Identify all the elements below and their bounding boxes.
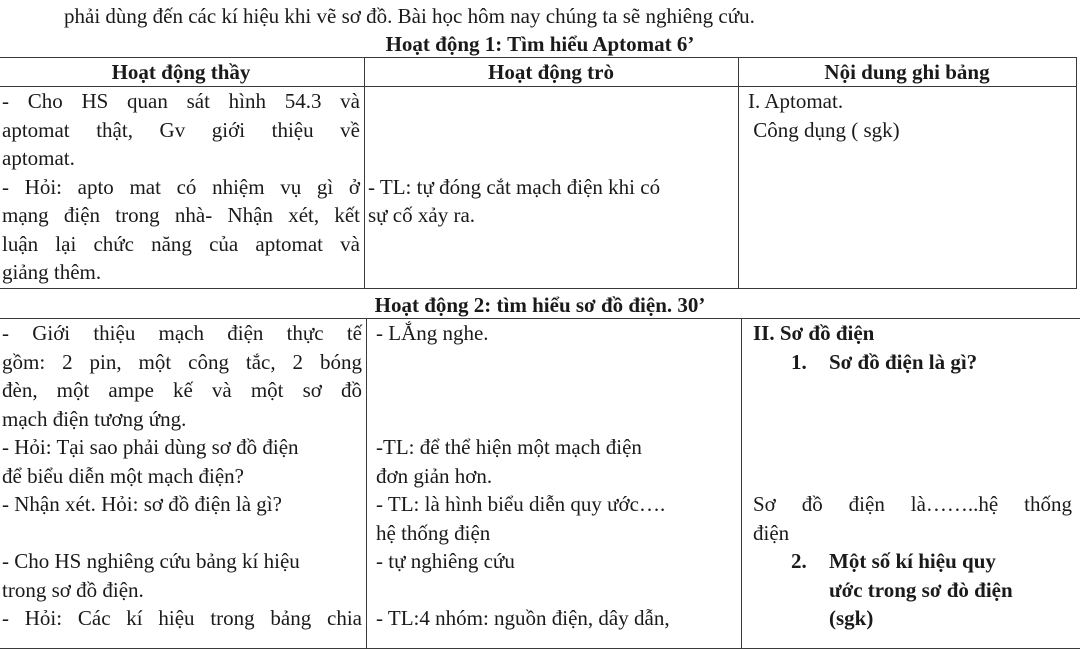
table-row [0,87,1077,289]
text-line: đèn, một ampe kế và một sơ đồ [2,376,362,405]
section-title: II. Sơ đồ điện [753,319,1080,348]
activity2-heading: Hoạt động 2: tìm hiểu sơ đồ điện. 30’ [0,293,1080,317]
board-content-cell [739,87,1077,289]
text-line: giảng thêm. [2,258,360,287]
numbered-item-2: 2. Một số kí hiệu quy ước trong sơ đò điện (sgk) [753,547,1080,633]
text-line: hệ thống điện [376,519,737,548]
student-activity-cell [367,319,742,649]
text-line: I. Aptomat. [748,87,1072,116]
text-line: gồm: 2 pin, một công tắc, 2 bóng [2,348,362,377]
text-line: - Cho HS quan sát hình 54.3 và [2,87,360,116]
intro-paragraph: phải dùng đến các kí hiệu khi vẽ sơ đồ. Bài học hôm nay chúng ta sẽ nghiêng cứu. [64,2,755,30]
text-line: - Hỏi: apto mat có nhiệm vụ gì ở [2,173,360,202]
definition-text: điện [753,519,1080,548]
definition-text: Sơ đồ điện là……..hệ thống [753,490,1080,519]
text-line: aptomat. [2,144,360,173]
teacher-activity-cell [0,319,367,649]
activity2-table [0,318,1080,649]
teacher-activity-cell [0,87,365,289]
column-header-board: Nội dung ghi bảng [739,58,1077,87]
text-line: trong sơ đồ điện. [2,576,362,605]
table-row [0,319,1080,649]
activity1-heading: Hoạt động 1: Tìm hiểu Aptomat 6’ [0,32,1080,56]
text-line: mạch điện tương ứng. [2,405,362,434]
column-header-teacher: Hoạt động thầy [0,58,365,87]
text-line: luận lại chức năng của aptomat và [2,230,360,259]
activity1-table [0,57,1077,289]
text-line: - LẮng nghe. [376,319,737,348]
table-header-row [0,58,1077,87]
text-line: Công dụng ( sgk) [748,116,1072,145]
text-line: - TL: là hình biểu diễn quy ước…. [376,490,737,519]
student-activity-cell [365,87,739,289]
numbered-item-1: 1. Sơ đồ điện là gì? [753,348,1080,377]
text-line: - TL: tự đóng cắt mạch điện khi có [368,173,734,202]
column-header-student: Hoạt động trò [365,58,739,87]
text-line: đơn giản hơn. [376,462,737,491]
text-line: - Nhận xét. Hỏi: sơ đồ điện là gì? [2,490,362,519]
text-line: -TL: để thể hiện một mạch điện [376,433,737,462]
text-line: sự cố xảy ra. [368,201,734,230]
text-line: mạng điện trong nhà- Nhận xét, kết [2,201,360,230]
text-line: - tự nghiêng cứu [376,547,737,576]
text-line: để biểu diễn một mạch điện? [2,462,362,491]
text-line: - TL:4 nhóm: nguồn điện, dây dẫn, [376,604,737,633]
text-line: - Giới thiệu mạch điện thực tế [2,319,362,348]
text-line: aptomat thật, Gv giới thiệu về [2,116,360,145]
text-line: - Hỏi: Các kí hiệu trong bảng chia [2,604,362,633]
text-line: - Hỏi: Tại sao phải dùng sơ đồ điện [2,433,362,462]
text-line: - Cho HS nghiêng cứu bảng kí hiệu [2,547,362,576]
board-content-cell [742,319,1080,649]
